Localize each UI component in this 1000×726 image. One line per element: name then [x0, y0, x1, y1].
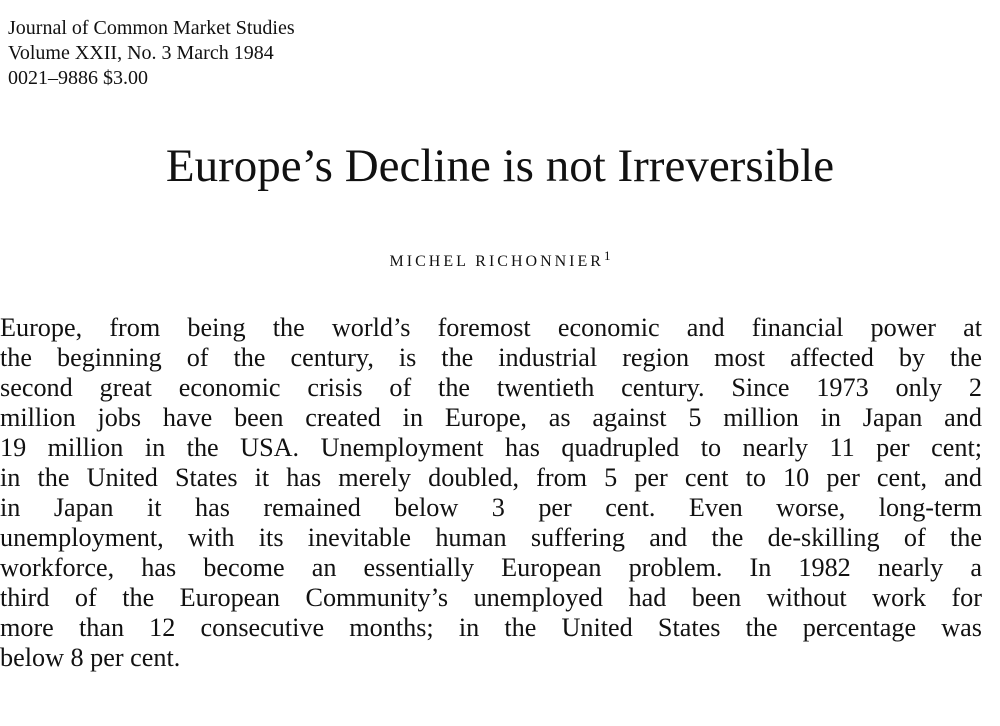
journal-name: Journal of Common Market Studies: [8, 17, 295, 39]
paragraph-line: second great economic crisis of the twentieth century. Since 1973 only 2: [0, 373, 982, 402]
paragraph-line: the beginning of the century, is the industrial region most affected by the: [0, 343, 982, 372]
journal-header: [8, 16, 295, 91]
journal-issn-price: 0021–9886 $3.00: [8, 67, 148, 89]
paragraph-line: more than 12 consecutive months; in the United States the percentage was: [0, 613, 982, 642]
article-title: Europe’s Decline is not Irreversible: [165, 140, 835, 192]
paragraph-line: million jobs have been created in Europe, as against 5 million in Japan and: [0, 403, 982, 432]
paragraph-line: in Japan it has remained below 3 per cent. Even worse, long-term: [0, 493, 982, 522]
paragraph-line: workforce, has become an essentially European problem. In 1982 nearly a: [0, 553, 982, 582]
paragraph-line: unemployment, with its inevitable human suffering and the de-skilling of the: [0, 523, 982, 552]
paragraph-line: below 8 per cent.: [0, 643, 181, 672]
paragraph-line: third of the European Community’s unemployed had been without work for: [0, 583, 982, 612]
paragraph-line: 19 million in the USA. Unemployment has quadrupled to nearly 11 per cent;: [0, 433, 982, 462]
article-body-paragraph: [0, 313, 982, 673]
journal-volume: Volume XXII, No. 3 March 1984: [8, 42, 274, 64]
paragraph-line: Europe, from being the world’s foremost economic and financial power at: [0, 313, 982, 342]
author-name: MICHEL RICHONNIER: [389, 253, 604, 270]
paragraph-line: in the United States it has merely doubled, from 5 per cent to 10 per cent, and: [0, 463, 982, 492]
author-footnote-marker: 1: [603, 248, 611, 263]
article-author: [0, 248, 1000, 272]
